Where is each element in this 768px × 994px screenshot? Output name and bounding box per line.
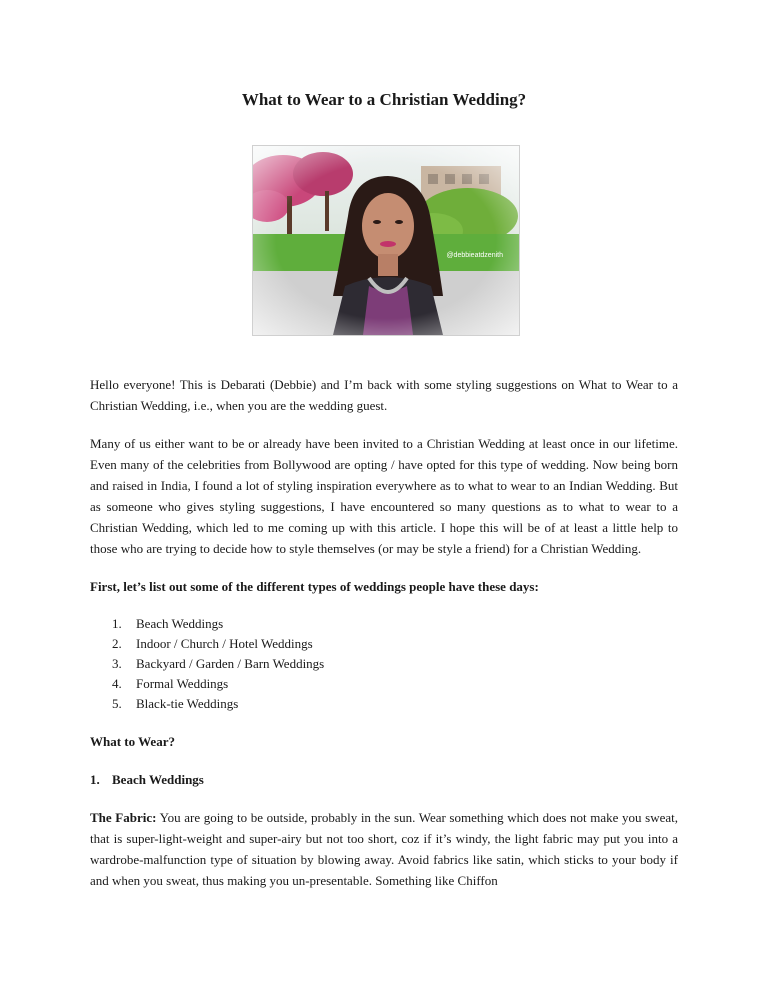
author-photo <box>252 145 520 336</box>
list-item <box>90 614 678 634</box>
author-photo-illustration <box>253 146 519 335</box>
subsection-number: 1. <box>90 772 100 787</box>
list-item-label: Black-tie Weddings <box>136 696 239 711</box>
list-item-label: Formal Weddings <box>136 676 229 691</box>
list-item-number: 1. <box>112 616 122 631</box>
list-item-number: 2. <box>112 636 122 651</box>
document-title: What to Wear to a Christian Wedding? <box>241 90 527 109</box>
wedding-types-list <box>90 614 678 714</box>
section-heading: What to Wear? <box>90 734 175 749</box>
list-item <box>90 654 678 674</box>
list-intro: First, let’s list out some of the different types of weddings people have these days: <box>90 579 539 594</box>
fabric-paragraph <box>90 807 678 891</box>
intro-paragraph: Hello everyone! This is Debarati (Debbie) and I’m back with some styling suggestions on What to Wear to a Christian Wedding, i.e., when you are the wedding guest. <box>90 377 678 413</box>
list-item-number: 3. <box>112 656 122 671</box>
fabric-text: You are going to be outside, probably in the sun. Wear something which does not make you sweat, that is super-light-weight and super-airy but not too short, coz if it’s windy, the light fabric may put you into a wardrobe-malfunction type of situation by blowing away. Avoid fabrics like satin, which sticks to your body if and when you sweat, thus making you un-presentable. Something like Chiffon <box>90 810 678 888</box>
subsection-title: Beach Weddings <box>112 772 204 787</box>
list-item-number: 5. <box>112 696 122 711</box>
list-item-label: Backyard / Garden / Barn Weddings <box>136 656 325 671</box>
article-body <box>90 374 678 908</box>
subsection-heading <box>90 769 678 790</box>
list-item-number: 4. <box>112 676 122 691</box>
list-item <box>90 694 678 714</box>
list-item-label: Beach Weddings <box>136 616 224 631</box>
photo-watermark: @debbieatdzenith <box>446 252 503 259</box>
list-item <box>90 674 678 694</box>
list-item-label: Indoor / Church / Hotel Weddings <box>136 636 313 651</box>
fabric-label: The Fabric: <box>90 810 157 825</box>
list-item <box>90 634 678 654</box>
background-paragraph: Many of us either want to be or already have been invited to a Christian Wedding at least once in our lifetime. Even many of the celebrities from Bollywood are opting / have opted for this type of wedding. Now being born and raised in India, I found a lot of styling inspiration everywhere as to what to wear to an Indian Wedding. But as someone who gives styling suggestions, I have encountered so many questions as to what to wear to a Christian Wedding, which led to me coming up with this article. I hope this will be of at least a little help to those who are trying to decide how to style themselves (or may be style a friend) for a Christian Wedding. <box>90 436 678 556</box>
